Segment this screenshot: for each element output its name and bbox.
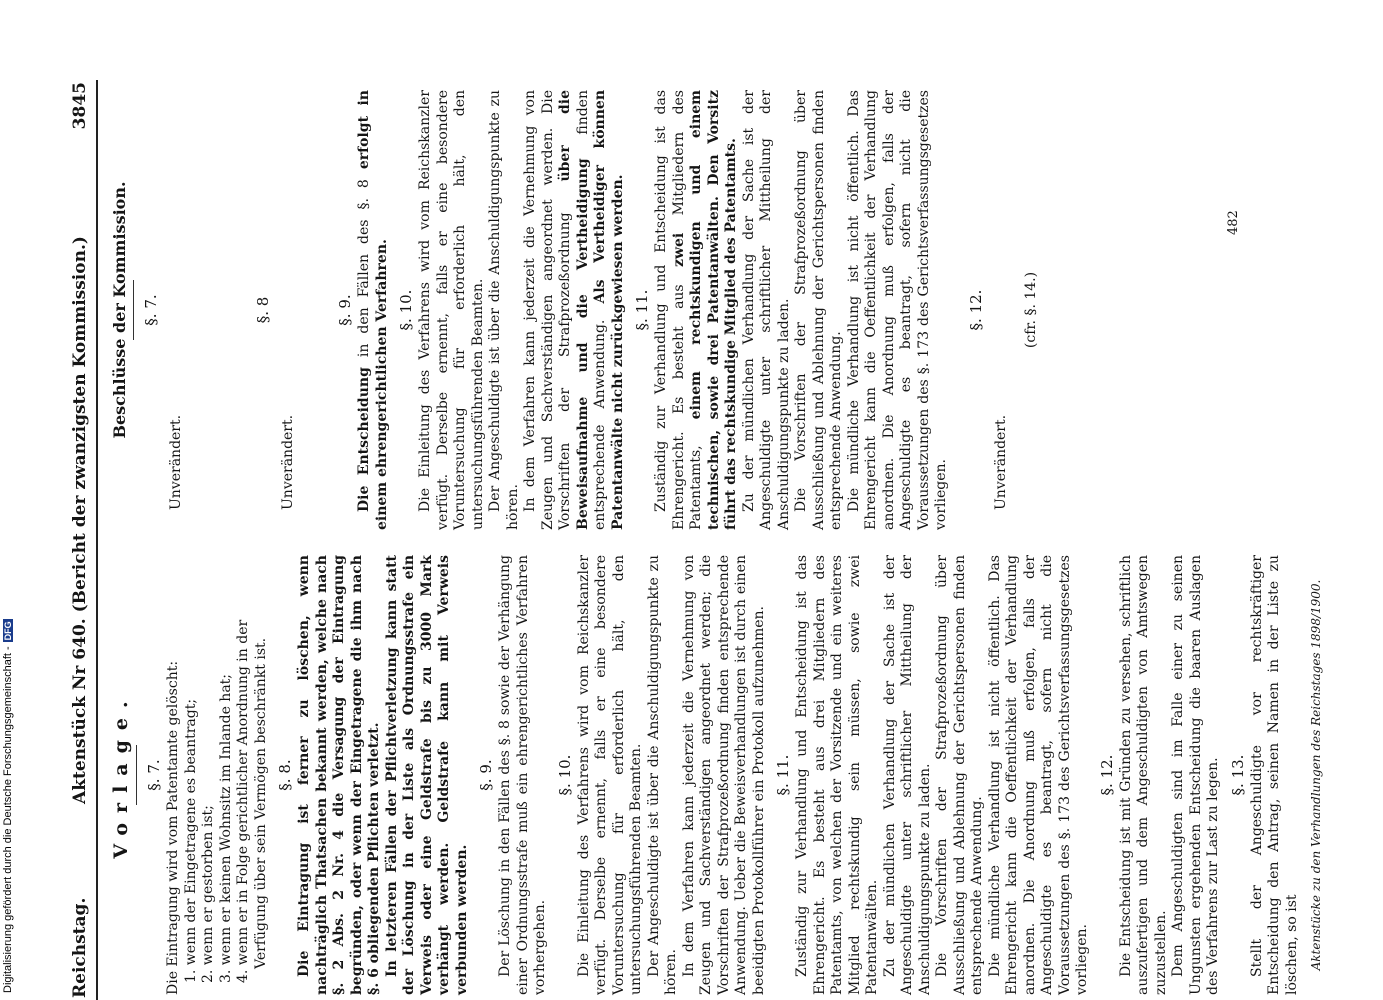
document-page	[66, 80, 1323, 1000]
list-item: 1. wenn der Eingetragene es beantragt;	[182, 698, 199, 983]
section-heading: §. 12.	[1097, 754, 1116, 796]
section-heading: §. 8.	[276, 759, 294, 791]
section-heading: §. 10.	[555, 754, 574, 796]
section-heading: §. 7.	[145, 759, 163, 791]
paragraph: Zuständig zur Verhandlung und Entscheidung ist das Ehrengericht. Es besteht aus drei Mitgliedern des Patentamts, von welchen der Vorsitzende und ein weiteres Mitglied rechtskundig sein müssen, sowie zwei Patentanwälten.	[794, 555, 880, 995]
paragraph: Die mündliche Verhandlung ist nicht öffentlich. Das Ehrengericht kann die Oeffentlichkeit der Verhandlung anordnen. Die Anordnung muß erfolgen, falls der Angeschuldigte es beantragt, sofern nicht die Voraussetzungen des §. 173 des Gerichtsverfassungsgesetzes vorliegen.	[986, 555, 1090, 995]
paragraph: Der Angeschuldigte ist über die Anschuldigungspunkte zu hören.	[645, 555, 679, 995]
paragraph: Stellt der Angeschuldigte vor rechtskräftiger Entscheidung den Antrag, seinen Namen in der Liste zu löschen, so ist	[1248, 555, 1300, 995]
section-heading: §. 11.	[774, 754, 792, 796]
paragraph: Die Vorschriften der Strafprozeßordnung über Ausschließung und Ablehnung der Gerichtspersonen finden entsprechende Anwendung.	[793, 90, 844, 530]
dfg-notice-text: Digitalisierung gefördert durch die Deutsche Forschungsgemeinschaft -	[2, 646, 14, 993]
section-heading: §. 7.	[142, 294, 160, 326]
paragraph: Der Angeschuldigte ist über die Anschuldigungspunkte zu hören.	[487, 90, 521, 530]
list-item: 2. wenn er gestorben ist;	[200, 805, 216, 983]
list	[183, 555, 271, 995]
text: in den Fällen des §. 8	[356, 169, 372, 368]
dfg-notice	[2, 619, 14, 993]
section-heading: §. 10.	[397, 289, 415, 331]
unchanged-note: Unverändert.	[992, 414, 1009, 510]
paragraph: Die Eintragung wird vom Patentamte gelöscht:	[165, 660, 181, 995]
header-title: Aktenstück Nr 640. (Bericht der zwanzigsten Kommission.)	[70, 236, 90, 804]
paragraph	[653, 90, 741, 530]
section-heading: §. 9.	[477, 759, 495, 791]
paragraph: Zu der mündlichen Verhandlung der Sache ist der Angeschuldigte unter schriftlicher Mittheilung der Anschuldigungspunkte zu laden.	[740, 90, 792, 530]
text: In dem Verfahren kann jederzeit die Vernehmung von Zeugen und Sachverständigen angeordnet werden. Die Vorschriften der Strafprozeßordnung	[522, 90, 573, 530]
bold-text: über die Beweisaufnahme und die Vertheidigung	[557, 89, 591, 530]
paragraph: In letzteren Fällen der Pflichtverletzung kann statt der Löschung in der Liste als Ordnungsstrafe ein Verweis oder eine Geldstrafe bis zu 3000 Mark verhängt werden. Geldstrafe kann mit Verweis verbunden werden.	[383, 555, 470, 995]
paragraph	[356, 90, 391, 530]
paragraph: Zu der mündlichen Verhandlung der Sache ist der Angeschuldigte unter schriftlicher Mittheilung der Anschuldigungspunkte zu laden.	[881, 555, 933, 995]
bold-text: erfolgt in einem ehrengerichtlichen Verfahren.	[356, 90, 390, 530]
header-left: Reichstag.	[70, 897, 90, 998]
bold-text: einem rechtskundigen und einem technischen, sowie drei Patentanwälten. Den Vorsitz führt das rechtskundige Mitglied des Patentamts.	[688, 90, 739, 530]
list-item: 3. wenn er keinen Wohnsitz im Inlande hat;	[217, 673, 234, 983]
bold-text: Die Entscheidung	[356, 367, 372, 512]
section-heading: §. 8	[254, 296, 272, 324]
kommission-column	[104, 90, 1039, 530]
paragraph: Die Einleitung des Verfahrens wird vom Reichskanzler verfügt. Derselbe ernennt, falls er eine besondere Voruntersuchung für erforderlich hält, den untersuchungsführenden Beamten.	[575, 555, 644, 995]
page-header	[66, 80, 98, 1000]
text: finden entsprechende Anwendung.	[574, 90, 608, 530]
paragraph: Die Vorschriften der Strafprozeßordnung über Ausschließung und Ablehnung der Gerichtspersonen finden entsprechende Anwendung.	[934, 555, 985, 995]
paragraph: Der Löschung in den Fällen des §. 8 sowie der Verhängung einer Ordnungsstrafe muß ein ehrengerichtliches Verfahren vorhergehen.	[497, 555, 548, 995]
section-heading: §. 11.	[633, 289, 651, 331]
paragraph: Die Entscheidung ist mit Gründen zu versehen, schriftlich auszufertigen und dem Angeschuldigten von Amtswegen zuzustellen.	[1117, 555, 1169, 995]
text: Zuständig zur Verhandlung und Entscheidung ist das Ehrengericht. Es besteht aus	[653, 90, 687, 530]
text: Mitgliedern des Patentamts,	[670, 90, 704, 530]
bold-text: zwei	[670, 232, 687, 267]
footer-page-number: 482	[1226, 210, 1241, 235]
unchanged-note: Unverändert.	[280, 414, 296, 510]
page-footer: Aktenstücke zu den Verhandlungen des Reichstages 1898/1900.	[1309, 579, 1323, 971]
paragraph: Die mündliche Verhandlung ist nicht öffentlich. Das Ehrengericht kann die Oeffentlichkeit der Verhandlung anordnen. Die Anordnung muß erfolgen, falls der Angeschuldigte es beantragt, sofern nicht die Voraussetzungen des §. 173 des Gerichtsverfassungsgesetzes vorliegen.	[845, 90, 949, 530]
vorlage-column	[104, 555, 1323, 995]
paragraph: Dem Angeschuldigten sind im Falle einer zu seinen Ungunsten ergehenden Entscheidung die baaren Auslagen des Verfahrens zur Last zu legen.	[1170, 555, 1221, 995]
bold-text: Als Vertheidiger können Patentanwälte nicht zurückgewiesen werden.	[592, 90, 626, 530]
paragraph: Die Einleitung des Verfahrens wird vom Reichskanzler verfügt. Derselbe ernennt, falls er eine besondere Voruntersuchung für erforderlich hält, den untersuchungsführenden Beamten.	[417, 90, 486, 530]
paragraph: Die Eintragung ist ferner zu löschen, wenn nachträglich Thatsachen bekannt werden, welche nach §. 2 Abs. 2 Nr. 4 die Versagung der Eintragung begründen, oder wenn der Eingetragene die ihm nach §. 6 obliegenden Pflichten verletzt.	[296, 555, 382, 995]
divider	[136, 745, 137, 805]
paragraph	[522, 90, 627, 530]
unchanged-note: Unverändert.	[168, 414, 184, 510]
list-item: 4. wenn er in Folge gerichtlicher Anordnung in der Verfügung über sein Vermögen beschränkt ist.	[235, 619, 269, 983]
divider	[133, 280, 134, 340]
vorlage-title: Vorlage.	[110, 691, 132, 859]
cross-reference: (cfr. §. 14.)	[1022, 271, 1039, 349]
section-heading: §. 12.	[966, 289, 985, 331]
paragraph: In dem Verfahren kann jederzeit die Vernehmung von Zeugen und Sachverständigen angeordnet werden; die Vorschriften der Strafprozeßordnung finden entsprechende Anwendung. Ueber die Beweisverhandlungen ist durch einen beeidigten Protokollführer ein Protokoll aufzunehmen.	[680, 555, 767, 995]
section-heading: §. 9.	[336, 294, 354, 326]
dfg-logo: DFG	[3, 621, 13, 641]
section-heading: §. 13.	[1228, 754, 1247, 796]
header-page-number: 3845	[70, 82, 90, 130]
kommission-title: Beschlüsse der Kommission.	[110, 181, 129, 439]
